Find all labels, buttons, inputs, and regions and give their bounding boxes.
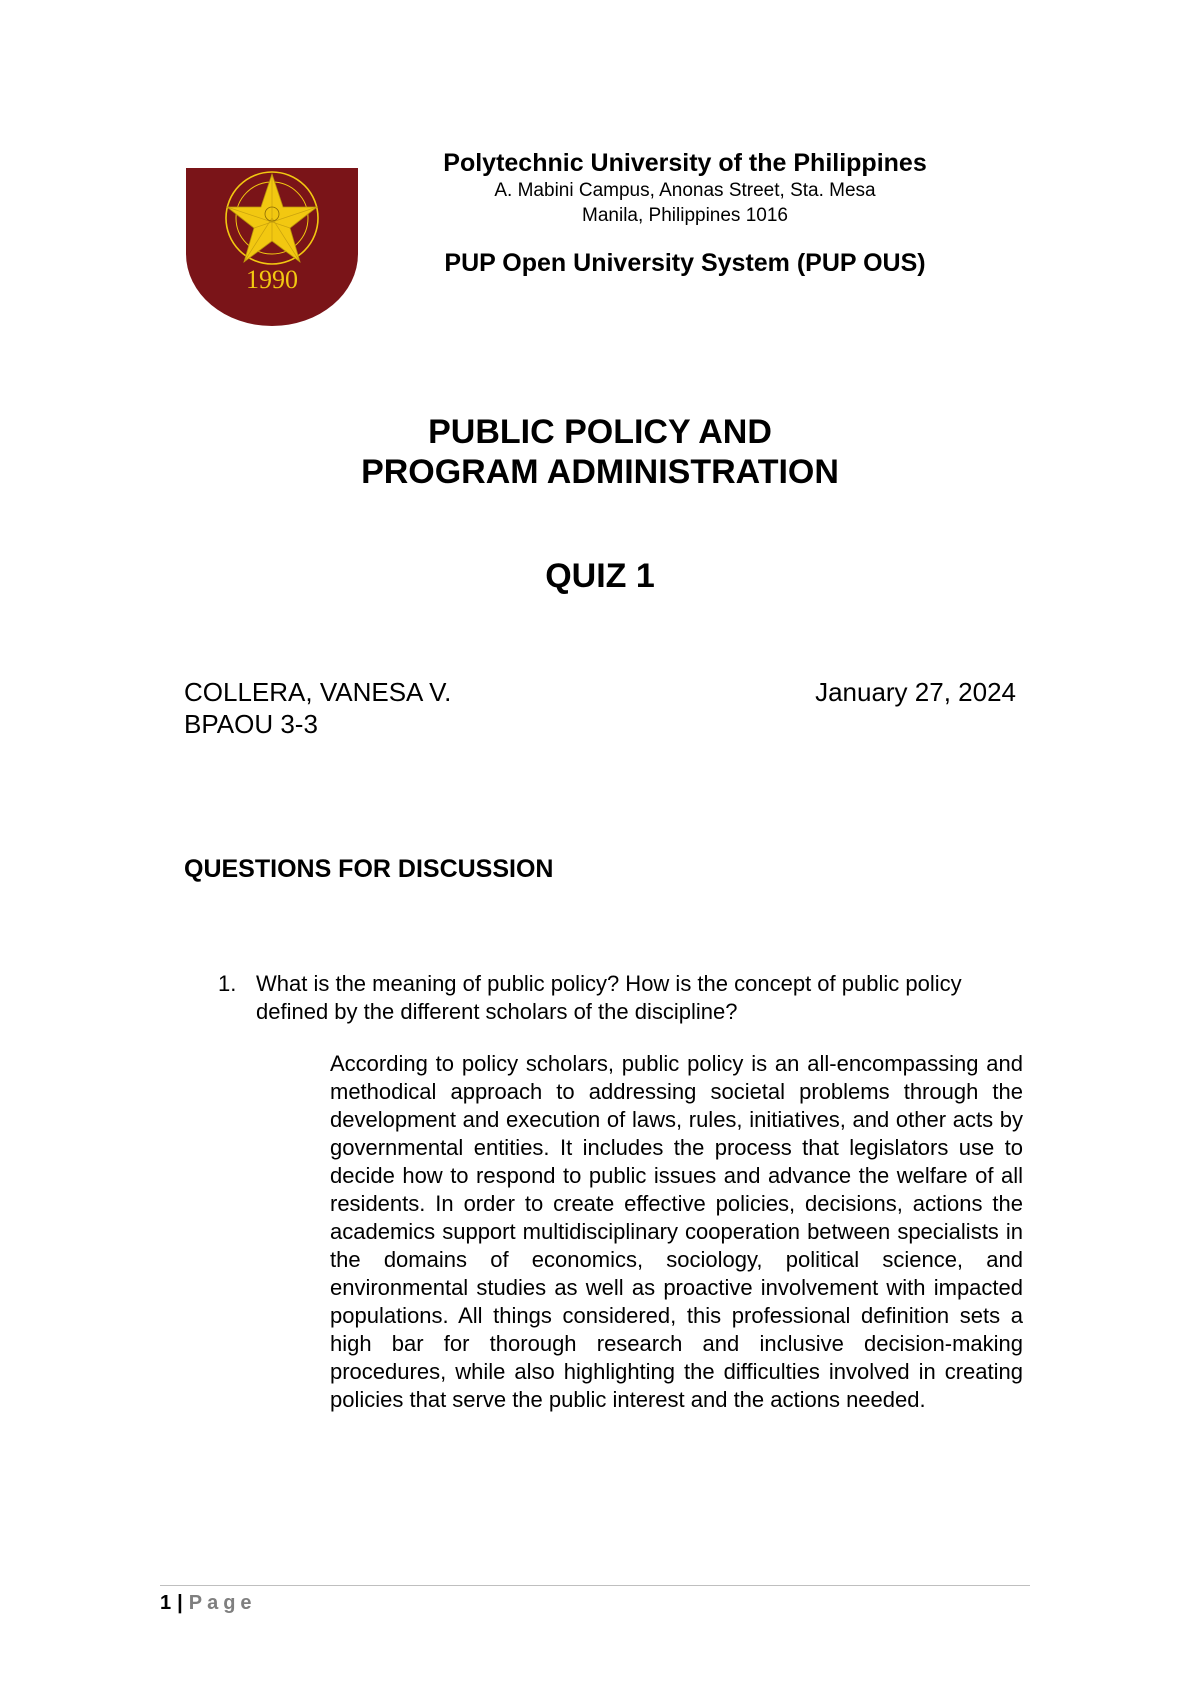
address-line-2: Manila, Philippines 1016: [582, 205, 788, 226]
logo-year: 1990: [246, 265, 298, 294]
pup-logo: [186, 168, 358, 326]
student-section: BPAOU 3-3: [184, 709, 318, 739]
quiz-title: QUIZ 1: [545, 557, 655, 595]
question-number: 1.: [218, 971, 237, 996]
student-name: COLLERA, VANESA V.: [184, 677, 452, 707]
page-number: 1: [160, 1592, 172, 1614]
course-title-line-1: PUBLIC POLICY AND: [428, 413, 772, 451]
page-footer: [160, 1590, 257, 1616]
submission-date: January 27, 2024: [815, 677, 1016, 707]
university-header: [400, 148, 970, 278]
questions-heading: QUESTIONS FOR DISCUSSION: [184, 855, 554, 883]
footer-separator: |: [177, 1592, 183, 1614]
question-text: What is the meaning of public policy? How is the concept of public policy defined by the different scholars of the discipline?: [256, 971, 962, 1024]
course-title-line-2: PROGRAM ADMINISTRATION: [361, 453, 839, 491]
ous-name: PUP Open University System (PUP OUS): [444, 249, 926, 277]
footer-divider: [160, 1585, 1030, 1586]
answer-paragraph: According to policy scholars, public policy is an all-encompassing and methodical approach to addressing societal problems through the development and execution of laws, rules, initiatives, and other acts by governmental entities. It includes the process that legislators use to decide how to respond to public issues and advance the welfare of all residents. In order to create effective policies, decisions, actions the academics support multidisciplinary cooperation between specialists in the domains of economics, sociology, political science, and environmental studies as well as proactive involvement with impacted populations. All things considered, this professional definition sets a high bar for thorough research and inclusive decision-making procedures, while also highlighting the difficulties involved in creating policies that serve the public interest and the actions needed.: [330, 1051, 1023, 1412]
address-line-1: A. Mabini Campus, Anonas Street, Sta. Mesa: [494, 180, 876, 201]
university-name: Polytechnic University of the Philippines: [443, 149, 927, 177]
page-label: Page: [188, 1592, 257, 1614]
